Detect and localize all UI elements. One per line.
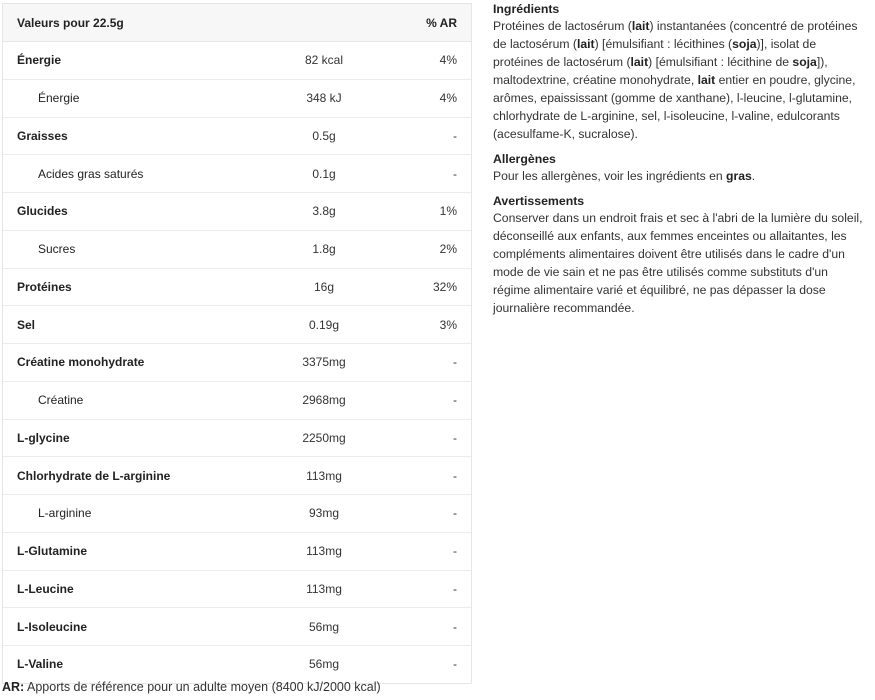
nutrient-value: 1.8g xyxy=(312,242,336,257)
table-row xyxy=(3,42,471,79)
warnings-text: Conserver dans un endroit frais et sec à l'abri de la lumière du soleil, déconseillé aux enfants, aux femmes enceintes ou allaitantes, les compléments alimentaires doivent être utilisés dans le cadre d'un mode de vie sain et ne pas être utilisés comme substituts d'un régime alimentaire varié et équilibré, ne pas dépasser la dose journalière recommandée. xyxy=(493,211,863,315)
nutrient-value: 93mg xyxy=(308,506,340,521)
footnote-text: Apports de référence pour un adulte moyen (8400 kJ/2000 kcal) xyxy=(24,680,381,694)
nutrient-value: 3.8g xyxy=(312,204,336,219)
table-header xyxy=(3,4,471,42)
nutrient-value: 113mg xyxy=(306,544,342,559)
nutrient-ar: - xyxy=(453,128,457,143)
table-row xyxy=(3,154,471,192)
nutrient-value: 56mg xyxy=(308,657,340,672)
nutrient-name: L-Isoleucine xyxy=(17,619,88,634)
nutrient-value: 3375mg xyxy=(302,355,346,370)
nutrient-name: L-arginine xyxy=(38,506,92,521)
nutrient-value: 113mg xyxy=(306,468,342,483)
nutrient-value: 0.1g xyxy=(312,166,336,181)
nutrient-value: 2250mg xyxy=(302,430,346,445)
header-label: Valeurs pour 22.5g xyxy=(17,15,124,30)
nutrient-ar: 2% xyxy=(439,242,457,257)
nutrient-ar: 32% xyxy=(432,279,457,294)
nutrient-ar: - xyxy=(453,166,457,181)
footnote-label: AR: xyxy=(2,680,25,694)
nutrient-name: Chlorhydrate de L-arginine xyxy=(17,468,171,483)
table-row xyxy=(3,117,471,155)
table-row xyxy=(3,607,471,645)
nutrient-name: Graisses xyxy=(17,128,68,143)
nutrient-value: 0.19g xyxy=(308,317,340,332)
allergens-text: Pour les allergènes, voir les ingrédients en gras. xyxy=(493,169,756,183)
nutrition-table xyxy=(2,3,472,684)
nutrient-ar: - xyxy=(453,430,457,445)
nutrient-ar: - xyxy=(453,355,457,370)
table-row xyxy=(3,230,471,268)
table-body xyxy=(3,42,471,683)
nutrient-name: Sel xyxy=(17,317,36,332)
table-row xyxy=(3,645,471,683)
nutrient-name: L-glycine xyxy=(17,430,70,445)
nutrient-value: 2968mg xyxy=(302,393,346,408)
nutrient-name: Protéines xyxy=(17,279,72,294)
nutrient-value: 0.5g xyxy=(312,128,336,143)
nutrient-name: L-Valine xyxy=(17,657,64,672)
table-row xyxy=(3,570,471,608)
nutrient-value: 16g xyxy=(313,279,335,294)
nutrient-ar: - xyxy=(453,581,457,596)
table-row xyxy=(3,305,471,343)
nutrient-ar: - xyxy=(453,619,457,634)
nutrient-name: Créatine xyxy=(38,393,84,408)
allergens-title: Allergènes xyxy=(493,152,556,166)
table-row xyxy=(3,192,471,230)
table-row xyxy=(3,456,471,494)
nutrient-value: 82 kcal xyxy=(304,53,344,68)
nutrient-ar: 4% xyxy=(439,91,457,106)
nutrient-ar: - xyxy=(453,468,457,483)
nutrient-ar: 3% xyxy=(439,317,457,332)
table-row xyxy=(3,381,471,419)
nutrient-name: Glucides xyxy=(17,204,68,219)
table-row xyxy=(3,532,471,570)
nutrient-name: L-Glutamine xyxy=(17,544,88,559)
ingredients-text: Protéines de lactosérum (lait) instantanées (concentré de protéines de lactosérum (lait) [émulsifiant : lécithines (soja)], isolat de protéines de lactosérum (lait) [émulsifiant : lécithine de soja]), maltodextrine, créatine monohydrate, lait entier en poudre, glycine, arômes, epaississant (gomme de xanthane), l-leucine, l-glutamine, chlorhydrate de L-arginine, sel, l-isoleucine, l-valine, edulcorants (acesulfame-K, sucralose). xyxy=(493,19,858,141)
nutrient-name: Acides gras saturés xyxy=(38,166,144,181)
nutrient-name: Énergie xyxy=(17,53,62,68)
nutrient-name: L-Leucine xyxy=(17,581,74,596)
table-row xyxy=(3,343,471,381)
nutrient-ar: - xyxy=(453,506,457,521)
nutrient-value: 348 kJ xyxy=(306,91,342,106)
warnings-title: Avertissements xyxy=(493,194,585,208)
nutrient-ar: - xyxy=(453,657,457,672)
nutrient-ar: - xyxy=(453,393,457,408)
nutrient-ar: - xyxy=(453,544,457,559)
table-row xyxy=(3,419,471,457)
nutrient-value: 56mg xyxy=(308,619,340,634)
nutrient-ar: 1% xyxy=(439,204,457,219)
table-row xyxy=(3,268,471,306)
nutrient-ar: 4% xyxy=(439,53,457,68)
product-info xyxy=(493,1,868,325)
table-row xyxy=(3,494,471,532)
nutrient-name: Créatine monohydrate xyxy=(17,355,145,370)
footnote xyxy=(2,680,381,694)
table-row xyxy=(3,79,471,117)
nutrient-value: 113mg xyxy=(306,581,342,596)
nutrient-name: Énergie xyxy=(38,91,80,106)
nutrient-name: Sucres xyxy=(38,242,76,257)
header-ar: % AR xyxy=(426,15,457,30)
ingredients-title: Ingrédients xyxy=(493,2,560,16)
